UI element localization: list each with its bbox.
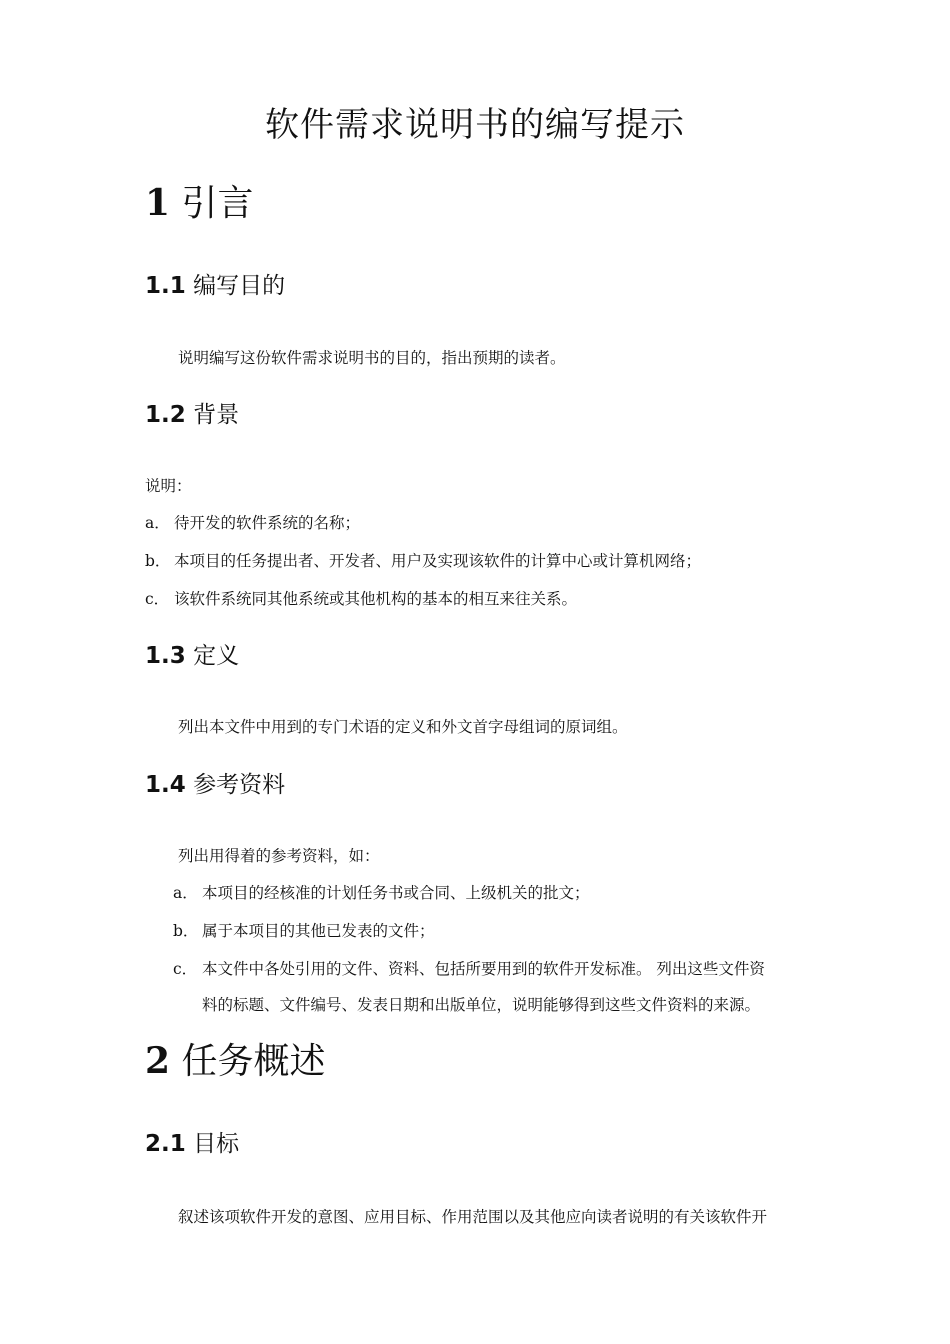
section-1-2-title: 背景 bbox=[193, 402, 240, 428]
list-marker: b． bbox=[173, 922, 199, 940]
list-item-text: 本项目的经核准的计划任务书或合同、上级机关的批文； bbox=[202, 884, 590, 902]
list-marker: a． bbox=[145, 514, 170, 532]
section-1-3-title: 定义 bbox=[193, 643, 240, 669]
list-item bbox=[145, 587, 577, 611]
list-item-text: 属于本项目的其他已发表的文件； bbox=[202, 922, 435, 940]
section-1-2-heading bbox=[145, 399, 239, 431]
section-1-heading bbox=[145, 179, 254, 228]
section-1-1-heading bbox=[145, 270, 285, 302]
list-item-text: 本项目的任务提出者、开发者、用户及实现该软件的计算中心或计算机网络； bbox=[174, 552, 702, 570]
section-1-4-intro: 列出用得着的参考资料，如： bbox=[178, 847, 380, 865]
section-1-number: 1 bbox=[145, 182, 171, 224]
document-title: 软件需求说明书的编写提示 bbox=[265, 105, 685, 145]
section-2-1-title: 目标 bbox=[193, 1131, 240, 1157]
list-item bbox=[145, 549, 701, 573]
section-2-1-heading bbox=[145, 1128, 239, 1160]
section-1-4-number: 1.4 bbox=[145, 772, 186, 798]
list-item-text: 该软件系统同其他系统或其他机构的基本的相互来往关系。 bbox=[174, 590, 578, 608]
list-item bbox=[173, 881, 590, 905]
section-2-title: 任务概述 bbox=[181, 1041, 326, 1082]
section-2-number: 2 bbox=[145, 1040, 171, 1082]
list-item bbox=[145, 511, 360, 535]
section-2-1-number: 2.1 bbox=[145, 1131, 186, 1157]
section-2-heading bbox=[145, 1037, 326, 1086]
section-1-2-intro: 说明： bbox=[145, 477, 192, 495]
list-item-text: 本文件中各处引用的文件、资料、包括所要用到的软件开发标准。 列出这些文件资 bbox=[202, 960, 765, 978]
section-1-4-title: 参考资料 bbox=[193, 772, 286, 798]
section-1-title: 引言 bbox=[181, 183, 254, 224]
section-1-1-title: 编写目的 bbox=[193, 273, 286, 299]
section-2-1-text: 叙述该项软件开发的意图、应用目标、作用范围以及其他应向读者说明的有关该软件开 bbox=[178, 1208, 768, 1226]
section-1-1-number: 1.1 bbox=[145, 273, 186, 299]
list-item bbox=[173, 919, 435, 943]
section-1-2-number: 1.2 bbox=[145, 402, 186, 428]
section-1-3-number: 1.3 bbox=[145, 643, 186, 669]
list-item-text: 待开发的软件系统的名称； bbox=[174, 514, 361, 532]
section-1-3-text: 列出本文件中用到的专门术语的定义和外文首字母组词的原词组。 bbox=[178, 718, 628, 736]
list-marker: c． bbox=[145, 590, 170, 608]
section-1-3-heading bbox=[145, 640, 239, 672]
section-1-4-heading bbox=[145, 769, 285, 801]
list-marker: a． bbox=[173, 884, 198, 902]
list-item bbox=[173, 957, 765, 981]
list-item-continuation: 料的标题、文件编号、发表日期和出版单位，说明能够得到这些文件资料的来源。 bbox=[202, 996, 761, 1014]
list-marker: c． bbox=[173, 960, 198, 978]
list-marker: b． bbox=[145, 552, 171, 570]
section-1-1-text: 说明编写这份软件需求说明书的目的，指出预期的读者。 bbox=[178, 349, 566, 367]
